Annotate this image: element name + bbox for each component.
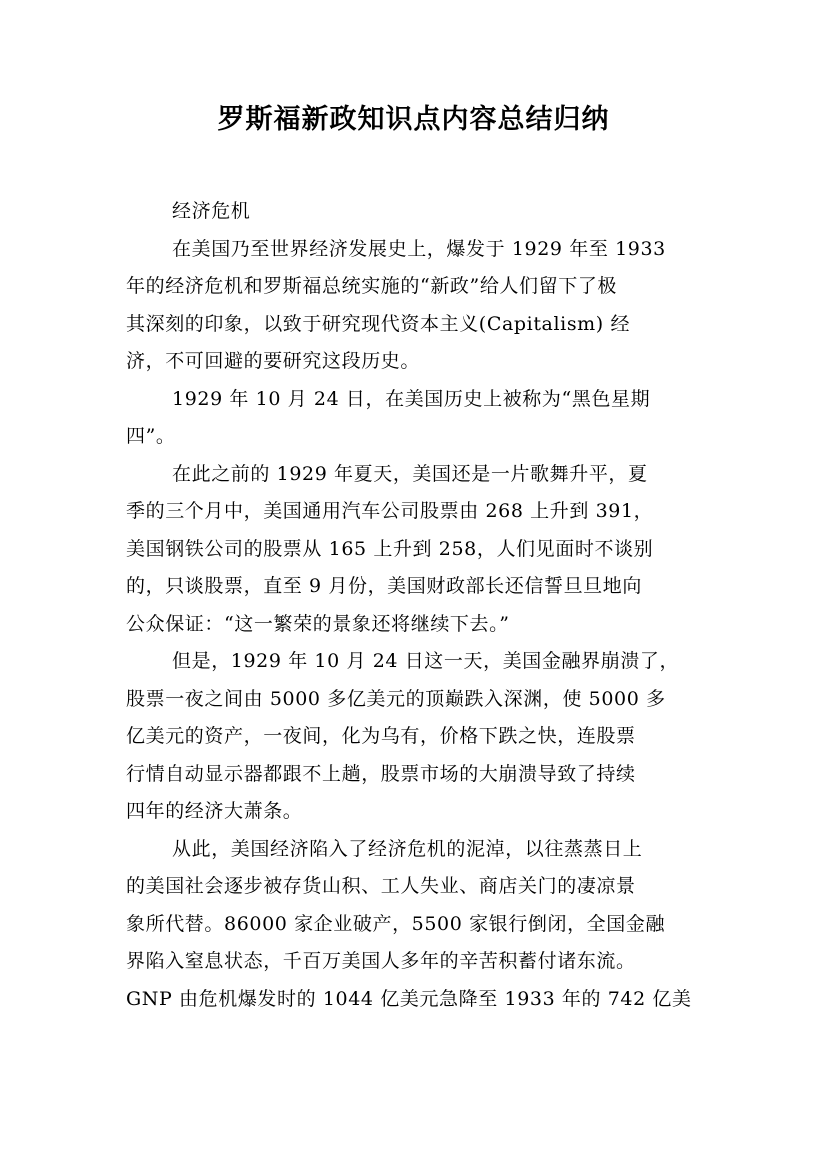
text-line: 其深刻的印象，以致于研究现代资本主义(Capitalism) 经 [126,312,631,335]
document-body [126,193,710,1018]
text-line: 济，不可回避的要研究这段历史。 [126,350,421,372]
text-line: 四年的经济大萧条。 [126,800,303,822]
text-line: 公众保证：“这一繁荣的景象还将继续下去。” [126,612,510,635]
text-line: 年的经济危机和罗斯福总统实施的“新政”给人们留下了极 [126,275,618,297]
text-line: 行情自动显示器都跟不上趟，股票市场的大崩溃导致了持续 [126,762,636,785]
text-line: 美国钢铁公司的股票从 165 上升到 258，人们见面时不谈别 [126,537,654,560]
text-line: 亿美元的资产，一夜间，化为乌有，价格下跌之快，连股票 [126,725,636,747]
text-line: 1929 年 10 月 24 日，在美国历史上被称为“黑色星期 [172,387,651,410]
text-line: 的美国社会逐步被存货山积、工人失业、商店关门的凄凉景 [126,875,636,897]
text-line: 界陷入窒息状态，千百万美国人多年的辛苦积蓄付诸东流。 [126,950,636,972]
text-line: 四”。 [126,425,176,447]
text-line: 但是，1929 年 10 月 24 日这一天，美国金融界崩溃了， [172,650,680,672]
section-heading: 经济危机 [172,200,251,222]
text-line: 的，只谈股票，直至 9 月份，美国财政部长还信誓旦旦地向 [126,575,642,597]
document-title: 罗斯福新政知识点内容总结归纳 [217,104,610,135]
text-line: 从此，美国经济陷入了经济危机的泥淖，以往蒸蒸日上 [172,837,643,860]
text-line: 季的三个月中，美国通用汽车公司股票由 268 上升到 391， [126,500,654,522]
text-line: 在美国乃至世界经济发展史上，爆发于 1929 年至 1933 [172,237,666,260]
text-line: 股票一夜之间由 5000 多亿美元的顶巅跌入深渊，使 5000 多 [126,687,666,710]
text-line: 象所代替。86000 家企业破产，5500 家银行倒闭，全国金融 [126,912,666,935]
text-line: 在此之前的 1929 年夏天，美国还是一片歌舞升平，夏 [172,462,648,485]
text-line: GNP 由危机爆发时的 1044 亿美元急降至 1933 年的 742 亿美 [126,987,692,1010]
